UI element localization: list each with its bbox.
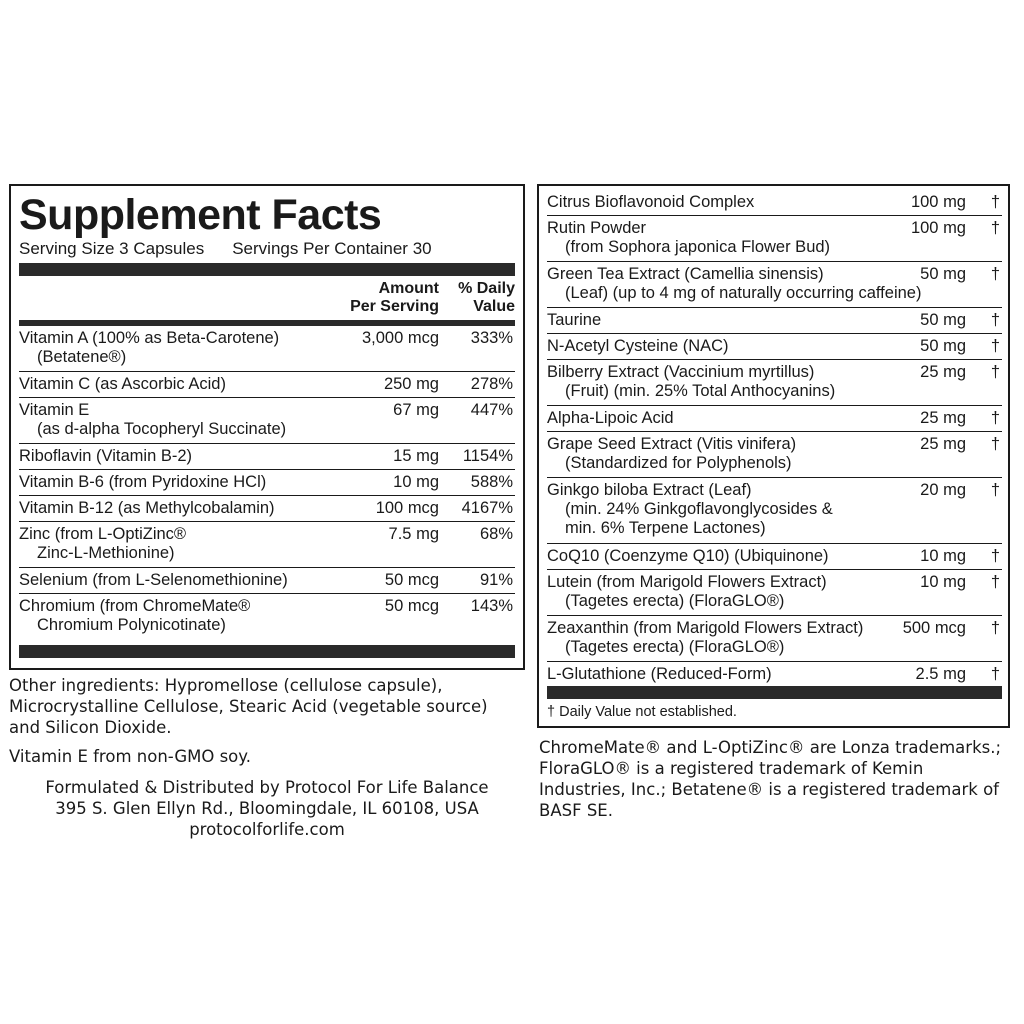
daily-value: 4167% [461,499,513,517]
ingredient-source: (from Sophora japonica Flower Bud) [565,238,831,256]
ingredient-name [19,447,192,466]
amount-per-serving: 100 mcg [375,499,439,517]
amount-per-serving: 67 mg [393,401,439,419]
daily-value: † [990,337,1000,355]
ingredient-name [547,363,835,401]
table-row [19,470,515,496]
header-dv-line1: % Daily [458,280,515,297]
ingredient-source: (Standardized for Polyphenols) [565,454,792,472]
ingredient-name [547,665,772,684]
daily-value: 143% [470,597,513,615]
ingredient-label: Vitamin B-12 (as Methylcobalamin) [19,499,275,517]
ingredient-source: (Tagetes erecta) (FloraGLO®) [565,592,785,610]
ingredient-name [19,499,275,518]
ingredient-label: Zinc (from L-OptiZinc® [19,525,187,543]
daily-value: † [990,311,1000,329]
table-row [19,444,515,470]
ingredient-label: N-Acetyl Cysteine (NAC) [547,337,729,355]
daily-value: † [990,265,1000,283]
amount-per-serving: 10 mg [393,473,439,491]
bottom-divider-right [547,686,1002,699]
ingredient-source: (Fruit) (min. 25% Total Anthocyanins) [565,382,836,400]
table-row [547,334,1002,360]
ingredient-source-cont: min. 6% Terpene Lactones) [565,519,766,537]
daily-value: † [990,435,1000,453]
ingredient-name [547,573,827,611]
thick-divider [19,263,515,276]
ingredient-source: (min. 24% Ginkgoflavonglycosides & [565,500,833,518]
ingredient-name [19,329,279,367]
table-row [19,568,515,594]
ingredient-label: CoQ10 (Coenzyme Q10) (Ubiquinone) [547,547,829,565]
amount-per-serving: 50 mcg [384,571,439,589]
header-daily-value [441,280,515,316]
header-amount [311,280,439,316]
amount-per-serving: 100 mg [910,219,966,237]
daily-value: 91% [479,571,513,589]
ingredient-label: Taurine [547,311,602,329]
panel-title: Supplement Facts [19,191,382,239]
ingredient-label: Vitamin E [19,401,90,419]
ingredient-name [19,375,226,394]
header-amount-line2: Per Serving [350,298,439,315]
ingredient-source: Zinc-L-Methionine) [37,544,175,562]
formulated-line1: Formulated & Distributed by Protocol For Life Balance [45,778,489,797]
amount-per-serving: 10 mg [920,573,966,591]
ingredient-label: Grape Seed Extract (Vitis vinifera) [547,435,797,453]
table-row [547,616,1002,662]
ingredient-name [547,547,829,566]
table-row [547,662,1002,688]
ingredient-label: Ginkgo biloba Extract (Leaf) [547,481,752,499]
ingredient-name [547,337,729,356]
ingredient-name [19,525,186,563]
vitamin-e-note: Vitamin E from non-GMO soy. [9,747,251,766]
table-row [547,570,1002,616]
ingredient-source: (Betatene®) [37,348,127,366]
amount-per-serving: 250 mg [383,375,439,393]
amount-per-serving: 20 mg [920,481,966,499]
daily-value: † [990,193,1000,211]
ingredient-label: Vitamin B-6 (from Pyridoxine HCl) [19,473,267,491]
ingredient-label: Lutein (from Marigold Flowers Extract) [547,573,827,591]
table-row [547,544,1002,570]
supplement-facts-continued-panel [537,184,1010,728]
serving-size: Serving Size 3 Capsules [19,239,205,258]
table-row [19,496,515,522]
table-row [547,190,1002,216]
table-row [19,398,515,444]
amount-per-serving: 10 mg [920,547,966,565]
header-amount-line1: Amount [378,280,439,297]
ingredient-label: Riboflavin (Vitamin B-2) [19,447,193,465]
ingredient-name [19,401,286,439]
amount-per-serving: 25 mg [920,409,966,427]
daily-value: † [990,363,1000,381]
formulated-line2: 395 S. Glen Ellyn Rd., Bloomingdale, IL 60108, USA [55,799,479,818]
ingredient-name [19,597,250,635]
amount-per-serving: 25 mg [920,435,966,453]
amount-per-serving: 50 mg [920,265,966,283]
amount-per-serving: 2.5 mg [915,665,966,683]
amount-per-serving: 50 mcg [384,597,439,615]
ingredient-name [19,473,266,492]
serving-info [19,238,432,260]
ingredient-name [547,481,833,538]
table-row [547,262,1002,308]
ingredient-name [547,435,796,473]
formulated-by [9,777,525,840]
amount-per-serving: 500 mcg [902,619,966,637]
ingredient-source: (as d-alpha Tocopheryl Succinate) [37,420,287,438]
ingredient-name [547,409,674,428]
daily-value: † [990,573,1000,591]
ingredient-label: L-Glutathione (Reduced-Form) [547,665,772,683]
table-row [547,432,1002,478]
amount-per-serving: 7.5 mg [388,525,439,543]
table-row [547,308,1002,334]
ingredient-source: (Tagetes erecta) (FloraGLO®) [565,638,785,656]
table-row [19,372,515,398]
amount-per-serving: 50 mg [920,337,966,355]
table-row [19,522,515,568]
servings-per-container: Servings Per Container 30 [232,239,432,258]
ingredient-label: Vitamin A (100% as Beta-Carotene) [19,329,280,347]
table-row [547,406,1002,432]
daily-value: 68% [479,525,513,543]
website-link[interactable]: protocolforlife.com [189,820,345,839]
ingredient-label: Bilberry Extract (Vaccinium myrtillus) [547,363,815,381]
amount-per-serving: 100 mg [910,193,966,211]
table-row [19,594,515,640]
ingredient-name [547,193,754,212]
daily-value: † [990,409,1000,427]
daily-value: 333% [470,329,513,347]
trademark-notice: ChromeMate® and L-OptiZinc® are Lonza trademarks.; FloraGLO® is a registered trademark of Kemin Industries, Inc.; Betatene® is a registered trademark of BASF SE. [539,738,1002,820]
table-row [547,216,1002,262]
amount-per-serving: 3,000 mcg [361,329,439,347]
amount-per-serving: 50 mg [920,311,966,329]
table-row [547,360,1002,406]
amount-per-serving: 25 mg [920,363,966,381]
header-dv-line2: Value [473,298,515,315]
daily-value-note: † Daily Value not established. [547,704,737,720]
ingredient-source: (Leaf) (up to 4 mg of naturally occurring caffeine) [565,284,922,302]
daily-value: † [990,619,1000,637]
ingredient-label: Rutin Powder [547,219,647,237]
ingredient-label: Alpha-Lipoic Acid [547,409,674,427]
other-ingredients: Other ingredients: Hypromellose (cellulose capsule), Microcrystalline Cellulose, Stearic Acid (vegetable source) and Silicon Dioxide. [9,676,488,737]
ingredient-label: Zeaxanthin (from Marigold Flowers Extract) [547,619,864,637]
daily-value: † [990,219,1000,237]
bottom-divider [19,645,515,658]
ingredient-label: Chromium (from ChromeMate® [19,597,251,615]
ingredient-name [19,571,288,590]
daily-value: 1154% [462,447,513,465]
ingredient-source: Chromium Polynicotinate) [37,616,226,634]
amount-per-serving: 15 mg [393,447,439,465]
ingredient-name [547,619,863,657]
ingredient-name [547,311,601,330]
table-row [547,478,1002,544]
daily-value: 447% [470,401,513,419]
daily-value: 278% [470,375,513,393]
ingredient-label: Selenium (from L-Selenomethionine) [19,571,288,589]
supplement-facts-panel [9,184,525,670]
ingredient-label: Vitamin C (as Ascorbic Acid) [19,375,226,393]
table-row [19,326,515,372]
daily-value: † [990,665,1000,683]
ingredient-label: Green Tea Extract (Camellia sinensis) [547,265,824,283]
ingredient-label: Citrus Bioflavonoid Complex [547,193,755,211]
ingredient-name [547,219,830,257]
daily-value: 588% [470,473,513,491]
daily-value: † [990,547,1000,565]
daily-value: † [990,481,1000,499]
ingredient-name [547,265,921,303]
